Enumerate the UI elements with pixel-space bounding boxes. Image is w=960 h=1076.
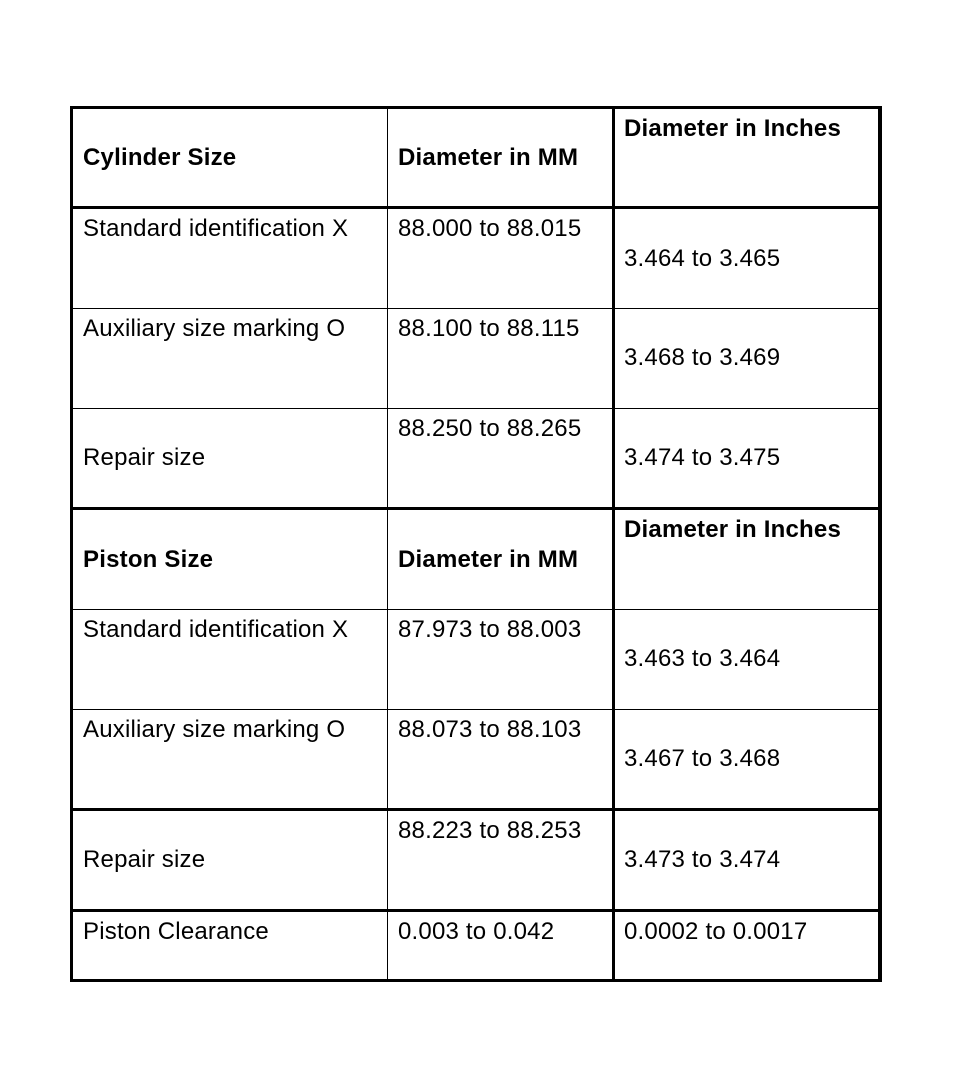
table-row-piston-clearance [72,910,880,980]
table-cell: 88.250 to 88.265 [388,409,614,509]
table-cell: Standard identification X [72,609,388,709]
table-cell: 88.100 to 88.115 [388,308,614,408]
table-header-row-cylinder [72,108,880,208]
table-cell: 0.003 to 0.042 [388,910,614,980]
table-row [72,208,880,308]
table-cell: Auxiliary size marking O [72,710,388,810]
specifications-table [70,106,882,982]
table-cell: Repair size [72,409,388,509]
table-cell: 87.973 to 88.003 [388,609,614,709]
table-cell: 3.474 to 3.475 [614,409,880,509]
table-cell: 3.468 to 3.469 [614,308,880,408]
table-row [72,308,880,408]
table-cell: 88.223 to 88.253 [388,810,614,910]
table-cell: Auxiliary size marking O [72,308,388,408]
table-cell: 3.463 to 3.464 [614,609,880,709]
header-cell-diameter-inches: Diameter in Inches [614,509,880,609]
header-cell-cylinder-size: Cylinder Size [72,108,388,208]
table-cell: Piston Clearance [72,910,388,980]
header-cell-diameter-mm: Diameter in MM [388,108,614,208]
table-cell: 3.464 to 3.465 [614,208,880,308]
header-cell-diameter-mm: Diameter in MM [388,509,614,609]
table-cell: 3.467 to 3.468 [614,710,880,810]
table-row [72,609,880,709]
table-cell: 88.073 to 88.103 [388,710,614,810]
table-cell: 88.000 to 88.015 [388,208,614,308]
table-cell: Repair size [72,810,388,910]
table-cell: 0.0002 to 0.0017 [614,910,880,980]
header-cell-piston-size: Piston Size [72,509,388,609]
table-row [72,409,880,509]
table-header-row-piston [72,509,880,609]
table-row [72,810,880,910]
table-cell: Standard identification X [72,208,388,308]
table-cell: 3.473 to 3.474 [614,810,880,910]
table-row [72,710,880,810]
header-cell-diameter-inches: Diameter in Inches [614,108,880,208]
